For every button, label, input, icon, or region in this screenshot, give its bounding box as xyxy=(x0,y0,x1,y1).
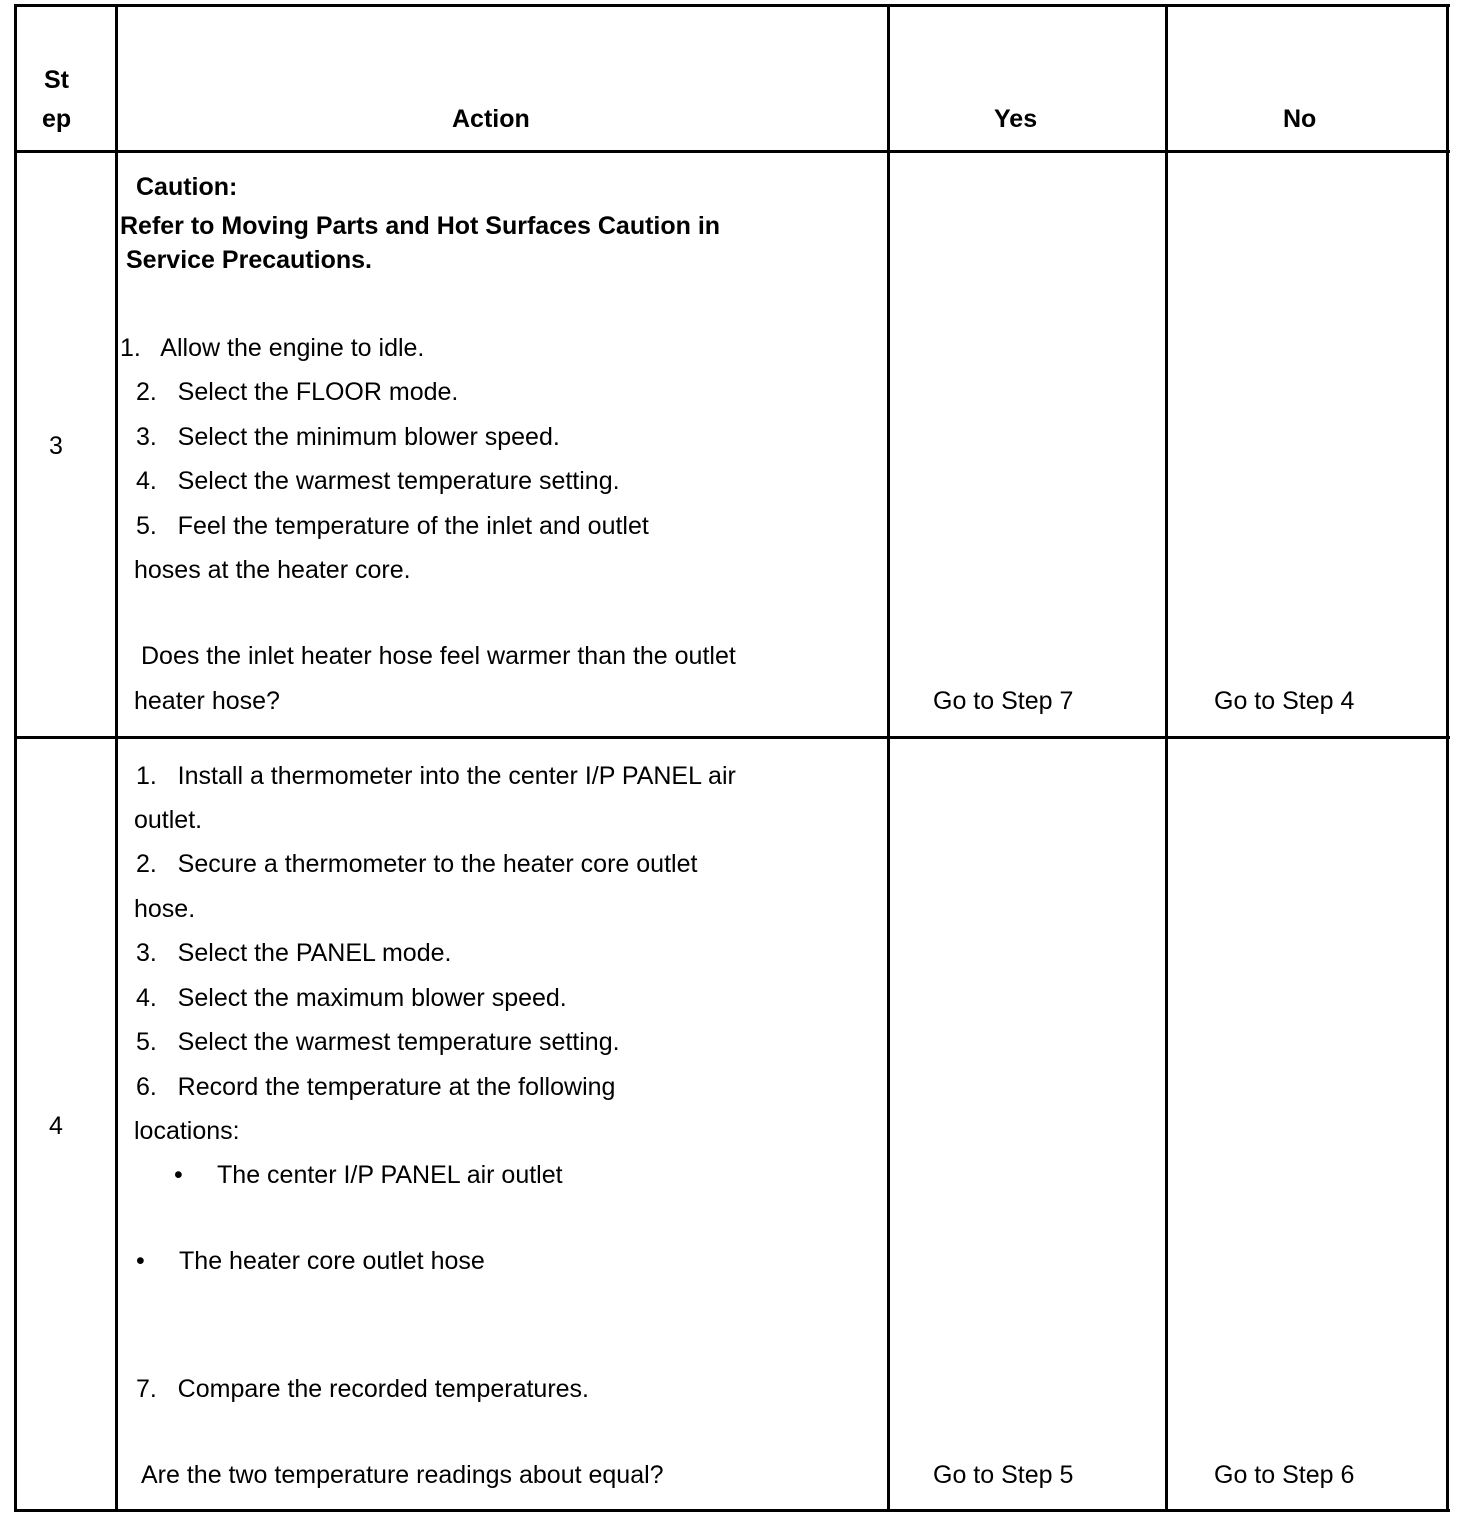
column-divider-action xyxy=(887,4,890,1512)
step-number: 4 xyxy=(49,1112,63,1140)
diagnostic-question: Are the two temperature readings about equal? xyxy=(141,1461,664,1489)
table-border-right xyxy=(1446,4,1449,1512)
header-action: Action xyxy=(452,105,530,133)
table-border-top xyxy=(14,4,1450,7)
header-step-line2: ep xyxy=(42,105,72,133)
action-step-item: 4. Select the warmest temperature setting. xyxy=(136,467,620,495)
action-step-item: 2. Secure a thermometer to the heater core outlet xyxy=(136,850,698,878)
caution-text: Refer to Moving Parts and Hot Surfaces Caution in xyxy=(120,212,721,240)
yes-result: Go to Step 7 xyxy=(933,687,1074,715)
action-step-item-continued: locations: xyxy=(134,1117,240,1145)
header-yes: Yes xyxy=(994,105,1038,133)
no-result: Go to Step 6 xyxy=(1214,1461,1355,1489)
action-step-item: 3. Select the PANEL mode. xyxy=(136,939,452,967)
table-border-bottom xyxy=(14,1509,1450,1512)
action-step-item: 4. Select the maximum blower speed. xyxy=(136,984,567,1012)
diagnostic-question: heater hose? xyxy=(134,687,280,715)
action-step-item: 1. Allow the engine to idle. xyxy=(120,334,425,362)
table-border-left xyxy=(14,4,17,1512)
diagnostic-question: Does the inlet heater hose feel warmer than the outlet xyxy=(141,642,736,670)
action-step-item: 5. Select the warmest temperature setting. xyxy=(136,1028,620,1056)
caution-label: Caution: xyxy=(136,173,238,201)
action-step-item-continued: hose. xyxy=(134,895,196,923)
bullet-item: • The center I/P PANEL air outlet xyxy=(174,1161,563,1189)
yes-result: Go to Step 5 xyxy=(933,1461,1074,1489)
bullet-item: • The heater core outlet hose xyxy=(136,1247,485,1275)
action-step-item: 1. Install a thermometer into the center I/P PANEL air xyxy=(136,762,736,790)
column-divider-step xyxy=(115,4,118,1512)
step-number: 3 xyxy=(49,432,63,460)
action-step-item-continued: outlet. xyxy=(134,806,203,834)
action-step-item: 2. Select the FLOOR mode. xyxy=(136,378,459,406)
table-row-divider xyxy=(14,736,1450,739)
action-step-item: 7. Compare the recorded temperatures. xyxy=(136,1375,590,1403)
column-divider-yes xyxy=(1165,4,1168,1512)
action-step-item: 3. Select the minimum blower speed. xyxy=(136,423,560,451)
no-result: Go to Step 4 xyxy=(1214,687,1355,715)
action-step-item-continued: hoses at the heater core. xyxy=(134,556,411,584)
table-header-divider xyxy=(14,150,1450,153)
caution-text: Service Precautions. xyxy=(126,246,372,274)
action-step-item: 6. Record the temperature at the following xyxy=(136,1073,616,1101)
header-no: No xyxy=(1283,105,1317,133)
action-step-item: 5. Feel the temperature of the inlet and outlet xyxy=(136,512,649,540)
header-step-line1: St xyxy=(44,66,69,94)
